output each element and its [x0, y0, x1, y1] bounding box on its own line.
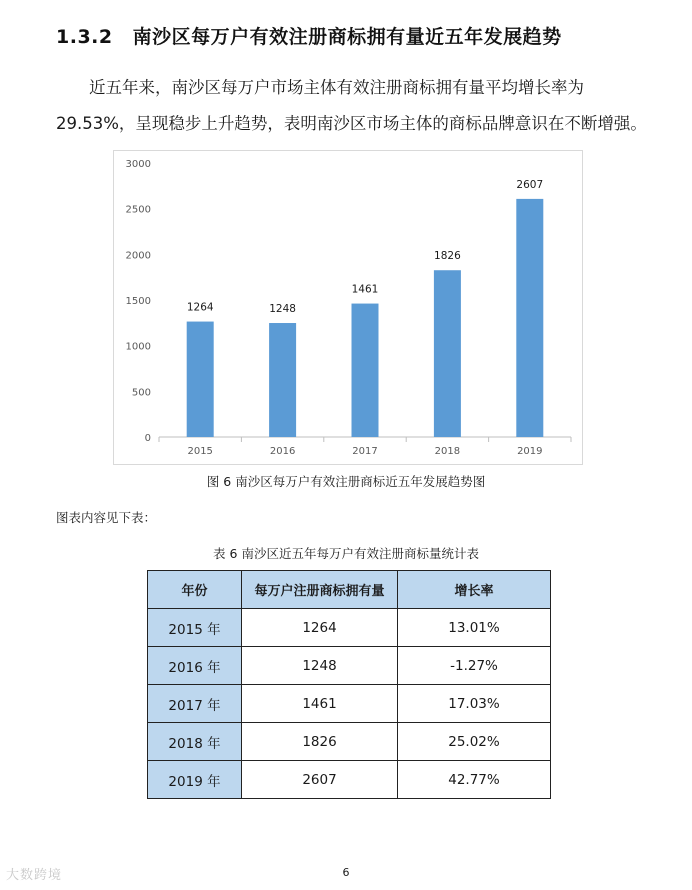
x-tick-label: 2019 [517, 446, 543, 457]
table-row [148, 685, 551, 723]
table-header-row [148, 571, 551, 609]
bar [352, 304, 379, 437]
bar [187, 322, 214, 437]
section-title: 南沙区每万户有效注册商标拥有量近五年发展趋势 [132, 26, 562, 48]
table-row [148, 723, 551, 761]
x-tick-label: 2018 [434, 446, 461, 457]
y-tick-label: 2500 [125, 204, 151, 216]
data-label: 2607 [516, 178, 544, 191]
figure-caption: 图 6 南沙区每万户有效注册商标近五年发展趋势图 [206, 474, 486, 489]
cell-growth: -1.27% [398, 647, 551, 685]
header-growth: 增长率 [398, 571, 551, 609]
cell-growth: 42.77% [398, 761, 551, 799]
data-label: 1461 [351, 283, 379, 296]
y-tick-label: 1000 [125, 341, 151, 353]
cell-count: 1826 [242, 723, 398, 761]
cell-count: 2607 [242, 761, 398, 799]
bar-chart [113, 150, 583, 465]
cell-count: 1264 [242, 609, 398, 647]
table-row [148, 609, 551, 647]
bar [269, 323, 296, 437]
table-intro-note: 图表内容见下表： [56, 510, 157, 525]
paragraph-line-2: 29.53%，呈现稳步上升趋势，表明南沙区市场主体的商标品牌意识在不断增强。 [56, 114, 647, 133]
table-row [148, 761, 551, 799]
cell-year: 2015 年 [148, 609, 242, 647]
y-tick-label: 500 [131, 387, 151, 399]
cell-growth: 25.02% [398, 723, 551, 761]
cell-count: 1248 [242, 647, 398, 685]
body-paragraph [56, 70, 656, 142]
page-number: 6 [342, 866, 350, 879]
cell-year: 2016 年 [148, 647, 242, 685]
header-year: 年份 [148, 571, 242, 609]
y-tick-label: 1500 [125, 296, 151, 307]
table-row [148, 647, 551, 685]
data-label: 1826 [434, 250, 461, 263]
bar [434, 270, 461, 437]
cell-year: 2019 年 [148, 761, 242, 799]
x-tick-label: 2015 [187, 446, 213, 457]
cell-year: 2018 年 [148, 723, 242, 761]
bar [516, 199, 543, 437]
data-label: 1264 [186, 301, 214, 314]
cell-growth: 17.03% [398, 685, 551, 723]
y-tick-label: 2000 [125, 250, 151, 262]
x-tick-label: 2017 [352, 446, 378, 457]
y-tick-label: 3000 [125, 159, 151, 170]
cell-year: 2017 年 [148, 685, 242, 723]
x-tick-label: 2016 [269, 446, 296, 457]
paragraph-line-1: 近五年来，南沙区每万户市场主体有效注册商标拥有量平均增长率为 [89, 78, 584, 97]
header-count: 每万户注册商标拥有量 [242, 571, 398, 609]
cell-count: 1461 [242, 685, 398, 723]
watermark-logo: 大数跨境 [6, 868, 63, 883]
section-number: 1.3.2 [56, 26, 113, 48]
y-tick-label: 0 [144, 433, 151, 444]
section-heading [56, 22, 562, 49]
bar-chart-svg [114, 151, 584, 466]
table-caption: 表 6 南沙区近五年每万户有效注册商标量统计表 [213, 546, 479, 561]
data-label: 1248 [269, 303, 296, 316]
stats-table [147, 570, 551, 799]
cell-growth: 13.01% [398, 609, 551, 647]
